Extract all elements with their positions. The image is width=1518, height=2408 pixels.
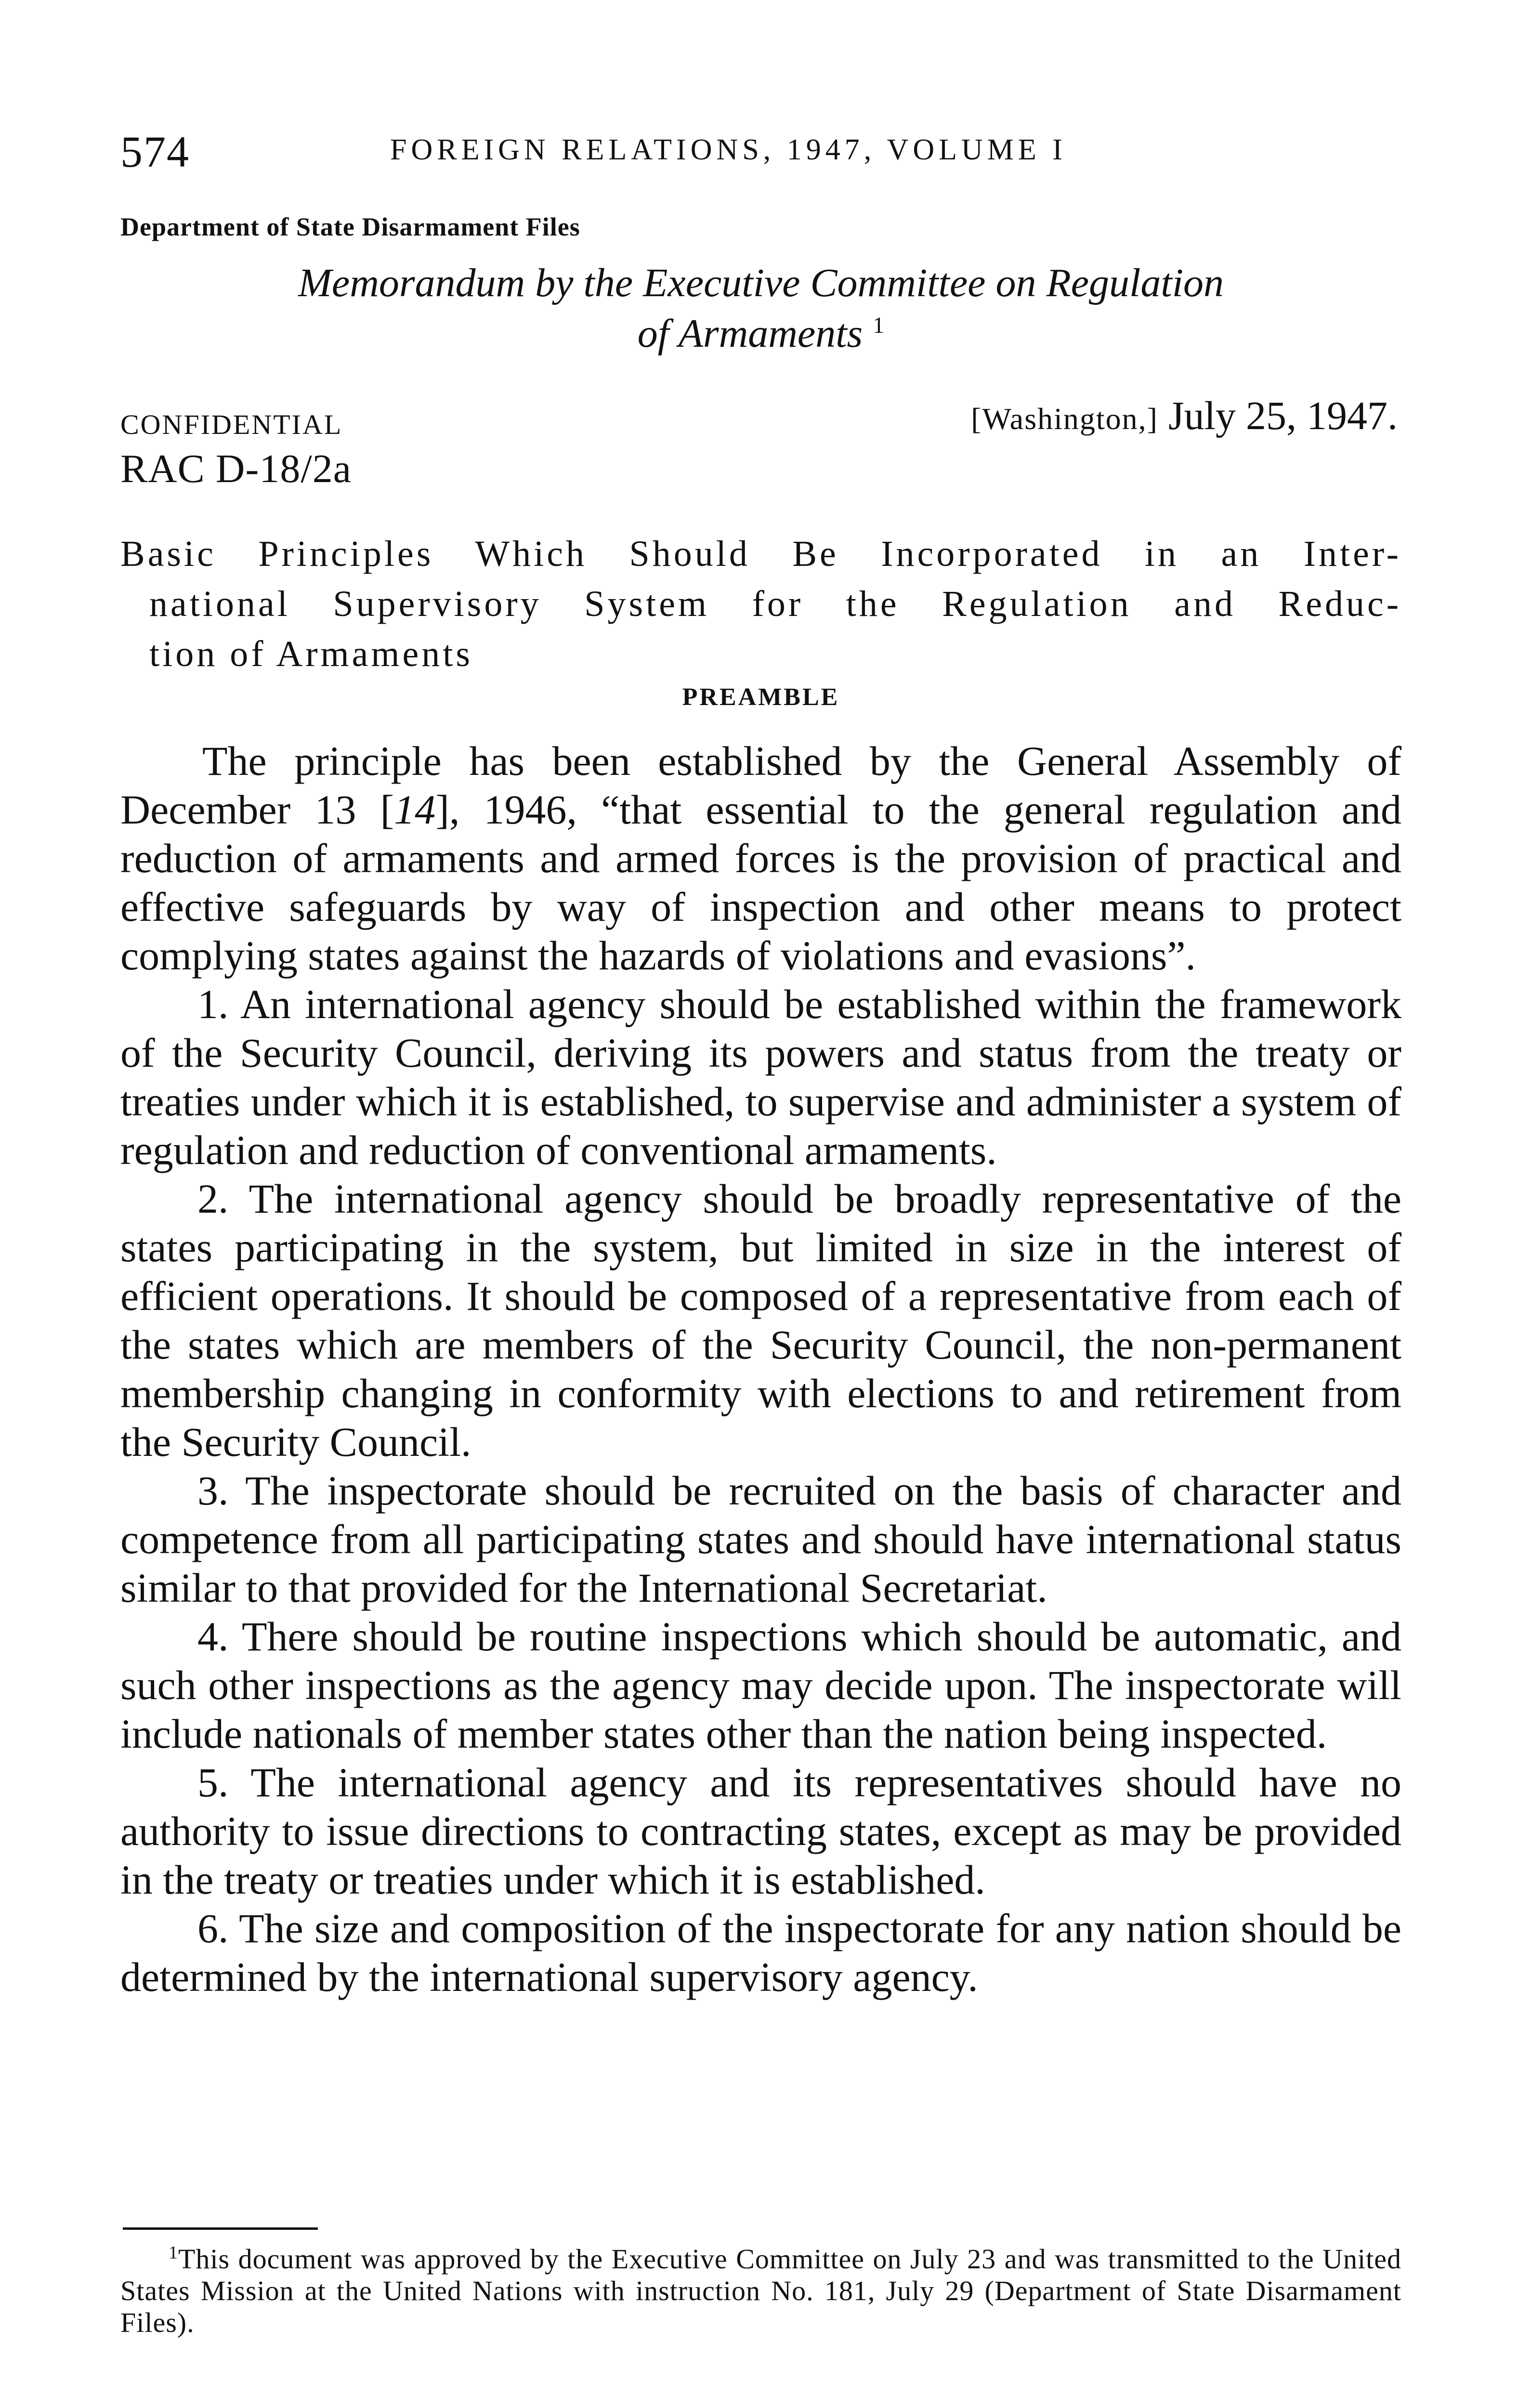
- footnote-divider: [123, 2227, 318, 2230]
- source-line: Department of State Disarmament Files: [120, 212, 580, 241]
- page-header: [120, 126, 1401, 179]
- memo-title-line-2: [120, 308, 1401, 359]
- principle-2: 2. The international agency should be broadly representative of the states participating in the system, but limited in size in the interest of efficient operations. It should be composed of a representative from each of the states which are members of the Security Council, the non-permanent membership changing in conformity with elections to and retirement from the Security Council.: [120, 1176, 1401, 1465]
- footnote: [120, 2243, 1401, 2339]
- preamble-paragraph: [120, 737, 1401, 980]
- preamble-text-before: The principle has been established by the General Assembly of December 13 [: [120, 738, 1401, 833]
- principle-5: 5. The international agency and its representatives should have no authority to issue directions to contracting states, except as may be provided in the treaty or treaties under which it is established.: [120, 1759, 1401, 1903]
- memo-title-line-2-text: of Armaments: [637, 311, 863, 356]
- document-number: RAC D-18/2a: [120, 446, 352, 491]
- footnote-paragraph: [120, 2243, 1401, 2339]
- principle-1: 1. An international agency should be established within the framework of the Security Council, deriving its powers and status from the treaty or treaties under which it is established, to supervise and administer a system of regulation and reduction of conventional armaments.: [120, 981, 1401, 1173]
- editorial-correction: 14: [394, 786, 436, 833]
- footnote-text: This document was approved by the Executive Committee on July 23 and was transmitted to the United States Mission at the United Nations with instruction No. 181, July 29 (Department of State Disarmament Files).: [120, 2243, 1401, 2338]
- date: July 25, 1947.: [1168, 393, 1398, 438]
- preamble-text-after: ], 1946, “that essential to the general regulation and reduction of armaments and armed forces is the provision of practical and effective safeguards by way of inspection and other means to protect complying states against the hazards of violations and evasions”.: [120, 786, 1402, 979]
- memo-title-line-1: Memorandum by the Executive Committee on Regulation: [298, 261, 1224, 305]
- memo-title: [120, 258, 1401, 359]
- document-heading: [120, 529, 1401, 679]
- place: [Washington,]: [971, 402, 1158, 436]
- heading-line-1: Basic Principles Which Should Be Incorporated in an Inter-: [120, 534, 1401, 574]
- place-date: [971, 393, 1398, 439]
- principle-4: 4. There should be routine inspections which should be automatic, and such other inspections as the agency may decide upon. The inspectorate will include nationals of member states other than the nation being inspected.: [120, 1613, 1401, 1757]
- preamble-label: PREAMBLE: [682, 683, 840, 711]
- principle-3: 3. The inspectorate should be recruited on the basis of character and competence from all participating states and should have international status similar to that provided for the International Secretariat.: [120, 1467, 1401, 1611]
- running-head: FOREIGN RELATIONS, 1947, VOLUME I: [390, 133, 1067, 166]
- page-number: 574: [120, 127, 190, 176]
- heading-line-3: tion of Armaments: [149, 634, 473, 674]
- principle-6: 6. The size and composition of the inspectorate for any nation should be determined by the international supervisory agency.: [120, 1905, 1401, 2000]
- heading-line-2: national Supervisory System for the Regulation and Reduc-: [149, 584, 1401, 624]
- classification-label: CONFIDENTIAL: [120, 409, 343, 440]
- body-text: [120, 737, 1401, 2002]
- footnote-reference: 1: [873, 313, 885, 338]
- footnote-number: 1: [169, 2242, 178, 2263]
